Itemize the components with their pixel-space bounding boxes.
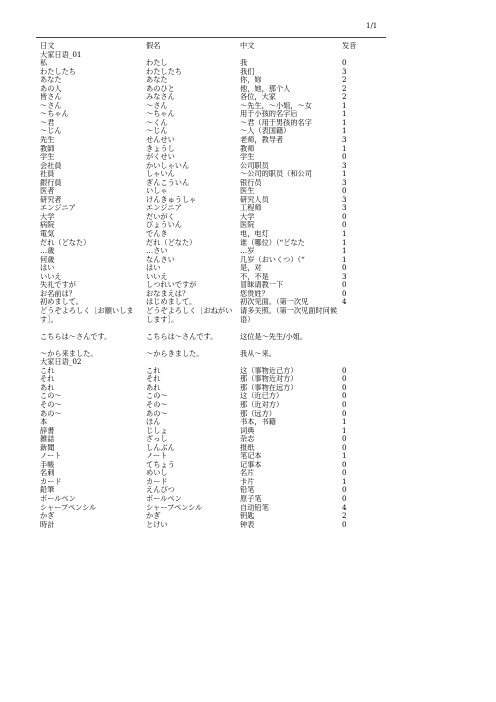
table-row <box>40 427 360 436</box>
cell-kana: ～ちゃん <box>146 110 175 119</box>
cell-japanese: ノート <box>40 452 62 461</box>
cell-japanese: あなた <box>40 76 62 85</box>
cell-japanese: ～さん <box>40 101 62 110</box>
cell-pronunciation: 1 <box>342 426 347 435</box>
cell-chinese: 我 <box>240 59 248 68</box>
table-row <box>40 68 360 77</box>
cell-kana: ～からきました。 <box>146 349 204 358</box>
cell-chinese: 铅笔 <box>240 486 255 495</box>
table-row <box>40 418 360 427</box>
cell-chinese: 自动铅笔 <box>240 503 269 512</box>
cell-chinese: 这（近已方） <box>240 392 284 401</box>
cell-pronunciation: 3 <box>342 272 347 281</box>
cell-kana: みなさん <box>146 93 175 102</box>
cell-chinese: 我从～来。 <box>240 349 276 358</box>
cell-japanese: シャープペンシル <box>40 503 97 512</box>
table-row <box>40 239 360 248</box>
cell-chinese: 您贵姓？ <box>240 289 269 298</box>
cell-pronunciation: 1 <box>342 247 347 256</box>
table-row <box>40 119 360 128</box>
cell-chinese: 研究人员 <box>240 195 269 204</box>
section-title-text: 大家日语_01 <box>40 50 82 59</box>
table-row <box>40 221 360 230</box>
table-row <box>40 204 360 213</box>
table-row <box>40 170 360 179</box>
cell-kana: いしゃ <box>146 187 168 196</box>
cell-kana: わたし <box>146 59 168 68</box>
cell-chinese: ～人（表国籍） <box>240 127 291 136</box>
cell-japanese: かぎ <box>40 512 55 521</box>
table-row <box>40 401 360 410</box>
cell-chinese: 那（远方） <box>240 409 276 418</box>
table-row <box>40 375 360 384</box>
table-row <box>40 333 360 350</box>
cell-kana: ～さん <box>146 101 168 110</box>
section-title-text: 大家日语_02 <box>40 358 82 367</box>
cell-japanese: こちらは～さんです。 <box>40 332 112 341</box>
table-row <box>40 290 360 299</box>
header-pronunciation: 发音 <box>342 42 357 50</box>
cell-japanese: それ <box>40 375 55 384</box>
cell-chinese: 冒昧请教一下 <box>240 281 284 290</box>
cell-kana: かぎ <box>146 512 161 521</box>
table-row <box>40 110 360 119</box>
cell-pronunciation: 0 <box>342 289 347 298</box>
cell-japanese: 教師 <box>40 144 55 153</box>
table-row <box>40 85 360 94</box>
cell-japanese: 社員 <box>40 170 55 179</box>
cell-chinese: 老师，教导者 <box>240 136 284 145</box>
table-row <box>40 59 360 68</box>
cell-kana: しんぶん <box>146 443 175 452</box>
cell-kana: はい <box>146 264 161 273</box>
cell-pronunciation: 0 <box>342 443 347 452</box>
cell-kana: だれ（どなた） <box>146 238 197 247</box>
table-row <box>40 247 360 256</box>
page-number: 1/1 <box>366 22 378 30</box>
cell-japanese: エンジニア <box>40 204 76 213</box>
cell-chinese: 记事本 <box>240 460 262 469</box>
cell-japanese: だれ（どなた） <box>40 238 91 247</box>
cell-kana: その～ <box>146 400 168 409</box>
cell-kana: けんきゅうしゃ <box>146 195 197 204</box>
cell-japanese: 時計 <box>40 520 55 529</box>
table-row <box>40 435 360 444</box>
cell-pronunciation: 1 <box>342 110 347 119</box>
cell-kana: カード <box>146 477 168 486</box>
cell-kana: えんぴつ <box>146 486 175 495</box>
table-row <box>40 521 360 530</box>
cell-kana: こちらは～さんです。 <box>146 332 218 341</box>
cell-pronunciation: 4 <box>342 503 347 512</box>
cell-pronunciation: 1 <box>342 255 347 264</box>
cell-pronunciation: 1 <box>342 477 347 486</box>
cell-chinese: 杂志 <box>240 435 255 444</box>
table-row <box>40 504 360 513</box>
cell-chinese: 医院 <box>240 221 255 230</box>
cell-japanese: 私 <box>40 59 48 68</box>
cell-chinese: 卡片 <box>240 477 255 486</box>
cell-japanese: この～ <box>40 392 62 401</box>
table-row <box>40 298 360 307</box>
cell-japanese: あの～ <box>40 409 62 418</box>
section-title <box>40 358 360 367</box>
cell-chinese: 大学 <box>240 212 255 221</box>
table-row <box>40 410 360 419</box>
cell-chinese: 你，妳 <box>240 76 262 85</box>
cell-chinese: …岁 <box>240 247 255 256</box>
cell-chinese: 不，不是 <box>240 272 269 281</box>
cell-japanese: 名刺 <box>40 469 55 478</box>
cell-chinese: 报纸 <box>240 443 255 452</box>
table-row <box>40 153 360 162</box>
cell-japanese: お名前は？ <box>40 289 76 298</box>
cell-chinese: 名片 <box>240 469 255 478</box>
table-row <box>40 102 360 111</box>
cell-japanese: 鉛筆 <box>40 486 55 495</box>
cell-kana: でんき <box>146 230 168 239</box>
cell-chinese: 医生 <box>240 187 255 196</box>
cell-kana: じしょ <box>146 426 168 435</box>
cell-japanese: その～ <box>40 400 62 409</box>
table-row <box>40 350 360 359</box>
cell-pronunciation: 0 <box>342 392 347 401</box>
cell-chinese: 电，电灯 <box>240 230 269 239</box>
cell-kana: あの～ <box>146 409 168 418</box>
cell-pronunciation: 0 <box>342 212 347 221</box>
cell-chinese: 这位是～先生/小姐。 <box>240 332 308 341</box>
cell-pronunciation: 0 <box>342 153 347 162</box>
cell-kana: ノート <box>146 452 168 461</box>
cell-pronunciation: 0 <box>342 375 347 384</box>
cell-chinese: 笔记本 <box>240 452 262 461</box>
table-row <box>40 213 360 222</box>
cell-kana: せんせい <box>146 136 175 145</box>
cell-pronunciation: 2 <box>342 93 347 102</box>
cell-pronunciation: 0 <box>342 400 347 409</box>
cell-japanese: どうぞよろしく［お願いします］。 <box>40 306 134 324</box>
cell-japanese: 学生 <box>40 153 55 162</box>
cell-japanese: これ <box>40 366 55 375</box>
cell-japanese: 電気 <box>40 230 55 239</box>
cell-kana: ボールペン <box>146 494 182 503</box>
cell-kana: はじめまして。 <box>146 298 197 307</box>
cell-japanese: 何歳 <box>40 255 55 264</box>
table-row <box>40 162 360 171</box>
cell-chinese: 教师 <box>240 144 255 153</box>
table-row <box>40 145 360 154</box>
cell-chinese: 工程师 <box>240 204 262 213</box>
cell-pronunciation: 0 <box>342 435 347 444</box>
cell-japanese: 雑誌 <box>40 435 55 444</box>
cell-pronunciation: 2 <box>342 84 347 93</box>
cell-pronunciation: 0 <box>342 366 347 375</box>
cell-pronunciation: 0 <box>342 460 347 469</box>
cell-japanese: 病院 <box>40 221 55 230</box>
cell-kana: …さい <box>146 247 168 256</box>
cell-pronunciation: 3 <box>342 161 347 170</box>
cell-pronunciation: 1 <box>342 230 347 239</box>
cell-chinese: 谁（哪位）（“どなた <box>240 238 305 247</box>
cell-pronunciation: 3 <box>342 67 347 76</box>
cell-japanese: 研究者 <box>40 195 62 204</box>
cell-japanese: ボールペン <box>40 494 76 503</box>
cell-japanese: ～ちゃん <box>40 110 69 119</box>
table-row <box>40 273 360 282</box>
cell-kana: ～くん <box>146 118 168 127</box>
cell-kana: おなまえは？ <box>146 289 190 298</box>
cell-japanese: 本 <box>40 418 48 427</box>
cell-japanese: …歳 <box>40 247 55 256</box>
cell-kana: だいがく <box>146 212 175 221</box>
cell-chinese: 原子笔 <box>240 494 262 503</box>
cell-chinese: 学生 <box>240 153 255 162</box>
table-row <box>40 486 360 495</box>
cell-chinese: ～先生，～小姐，～女 <box>240 101 312 110</box>
cell-chinese: 钥匙 <box>240 512 255 521</box>
cell-japanese: 先生 <box>40 136 55 145</box>
cell-chinese: ～君（用于男孩的名字 <box>240 118 312 127</box>
cell-kana: とけい <box>146 520 168 529</box>
cell-chinese: 钟表 <box>240 520 255 529</box>
vocabulary-sheet <box>40 42 360 529</box>
cell-pronunciation: 0 <box>342 187 347 196</box>
cell-kana: エンジニア <box>146 204 182 213</box>
cell-pronunciation: 0 <box>342 383 347 392</box>
cell-pronunciation: 0 <box>342 486 347 495</box>
cell-japanese: 辞書 <box>40 426 55 435</box>
cell-japanese: はい <box>40 264 55 273</box>
cell-japanese: ～君 <box>40 118 55 127</box>
table-row <box>40 187 360 196</box>
cell-kana: しゃいん <box>146 170 175 179</box>
cell-pronunciation: 0 <box>342 221 347 230</box>
cell-kana: この～ <box>146 392 168 401</box>
table-row <box>40 307 360 324</box>
cell-pronunciation: 0 <box>342 520 347 529</box>
cell-chinese: 银行员 <box>240 178 262 187</box>
cell-japanese: ～から来ました。 <box>40 349 98 358</box>
table-row <box>40 281 360 290</box>
cell-kana: かいしゃいん <box>146 161 190 170</box>
header-rule <box>36 37 386 38</box>
cell-kana: わたしたち <box>146 67 182 76</box>
cell-pronunciation: 1 <box>342 118 347 127</box>
table-row <box>40 452 360 461</box>
cell-pronunciation: 2 <box>342 512 347 521</box>
cell-japanese: ～じん <box>40 127 62 136</box>
table-row <box>40 76 360 85</box>
table-row <box>40 469 360 478</box>
cell-kana: あなた <box>146 76 168 85</box>
cell-pronunciation: 3 <box>342 195 347 204</box>
column-header-row <box>40 42 360 51</box>
cell-kana: あのひと <box>146 84 175 93</box>
cell-japanese: 初めまして。 <box>40 298 83 307</box>
cell-pronunciation: 1 <box>342 238 347 247</box>
cell-kana: これ <box>146 366 161 375</box>
cell-kana: ぎんこういん <box>146 178 190 187</box>
cell-pronunciation: 3 <box>342 136 347 145</box>
cell-japanese: わたしたち <box>40 67 76 76</box>
table-row <box>40 196 360 205</box>
cell-chinese: 初次见面。（第一次见 <box>240 298 309 307</box>
cell-kana: ほん <box>146 418 161 427</box>
table-row <box>40 444 360 453</box>
cell-japanese: 医者 <box>40 187 55 196</box>
cell-japanese: 会社員 <box>40 161 62 170</box>
table-row <box>40 461 360 470</box>
cell-kana: それ <box>146 375 161 384</box>
cell-chinese: 那（事物在远方） <box>240 383 298 392</box>
table-row <box>40 136 360 145</box>
table-row <box>40 384 360 393</box>
cell-pronunciation: 1 <box>342 418 347 427</box>
cell-kana: ざっし <box>146 435 168 444</box>
cell-kana: ～じん <box>146 127 168 136</box>
table-row <box>40 512 360 521</box>
cell-japanese: 手帳 <box>40 460 55 469</box>
table-row <box>40 179 360 188</box>
cell-pronunciation: 0 <box>342 59 347 68</box>
cell-kana: きょうし <box>146 144 175 153</box>
cell-kana: びょういん <box>146 221 182 230</box>
cell-chinese: 用于小孩的名字后 <box>240 110 298 119</box>
cell-chinese: 请多关照。（第一次见面时问候语） <box>240 306 338 324</box>
cell-pronunciation: 1 <box>342 144 347 153</box>
cell-pronunciation: 0 <box>342 264 347 273</box>
cell-chinese: 是，对 <box>240 264 262 273</box>
cell-japanese: 失礼ですが <box>40 281 76 290</box>
cell-japanese: 皆さん <box>40 93 62 102</box>
cell-chinese: 我们 <box>240 67 255 76</box>
cell-japanese: カード <box>40 477 62 486</box>
cell-pronunciation: 1 <box>342 170 347 179</box>
cell-pronunciation: 3 <box>342 178 347 187</box>
cell-pronunciation: 1 <box>342 452 347 461</box>
table-row <box>40 127 360 136</box>
cell-kana: めいし <box>146 469 168 478</box>
cell-japanese: 銀行員 <box>40 178 62 187</box>
cell-japanese: いいえ <box>40 272 62 281</box>
cell-kana: シャープペンシル <box>146 503 203 512</box>
cell-pronunciation: 1 <box>342 101 347 110</box>
row-spacer <box>40 324 360 333</box>
cell-chinese: 公司职员 <box>240 161 269 170</box>
cell-kana: しつれいですが <box>146 281 197 290</box>
cell-kana: いいえ <box>146 272 168 281</box>
cell-kana: なんさい <box>146 255 175 264</box>
section-title <box>40 51 360 60</box>
cell-japanese: あれ <box>40 383 55 392</box>
cell-chinese: 各位，大家 <box>240 93 276 102</box>
table-row <box>40 230 360 239</box>
header-japanese: 日文 <box>40 42 55 50</box>
cell-kana: てちょう <box>146 460 175 469</box>
cell-chinese: 那（近对方） <box>240 400 284 409</box>
cell-pronunciation: 0 <box>342 469 347 478</box>
table-row <box>40 367 360 376</box>
table-row <box>40 478 360 487</box>
cell-chinese: ～公司的职员（和公司 <box>240 170 312 179</box>
header-kana: 假名 <box>146 42 161 50</box>
cell-pronunciation: 4 <box>342 298 347 307</box>
cell-japanese: 新聞 <box>40 443 55 452</box>
cell-chinese: 词典 <box>240 426 255 435</box>
cell-pronunciation: 0 <box>342 494 347 503</box>
table-row <box>40 264 360 273</box>
table-row <box>40 495 360 504</box>
cell-pronunciation: 0 <box>342 409 347 418</box>
cell-pronunciation: 0 <box>342 281 347 290</box>
cell-kana: がくせい <box>146 153 175 162</box>
cell-pronunciation: 1 <box>342 127 347 136</box>
cell-kana: どうぞよろしく［おねがいします］。 <box>146 306 233 324</box>
header-chinese: 中文 <box>240 42 255 50</box>
table-row <box>40 392 360 401</box>
table-row <box>40 256 360 265</box>
cell-kana: あれ <box>146 383 161 392</box>
cell-japanese: あの人 <box>40 84 62 93</box>
cell-pronunciation: 2 <box>342 76 347 85</box>
cell-pronunciation: 3 <box>342 204 347 213</box>
cell-chinese: 这（事物近己方） <box>240 366 298 375</box>
table-row <box>40 93 360 102</box>
cell-chinese: 书本，书籍 <box>240 418 276 427</box>
cell-chinese: 几岁（おいくつ）（“ <box>240 255 305 264</box>
cell-chinese: 他，她，那个人 <box>240 84 291 93</box>
cell-japanese: 大学 <box>40 212 55 221</box>
cell-chinese: 那（事物近对方） <box>240 375 298 384</box>
